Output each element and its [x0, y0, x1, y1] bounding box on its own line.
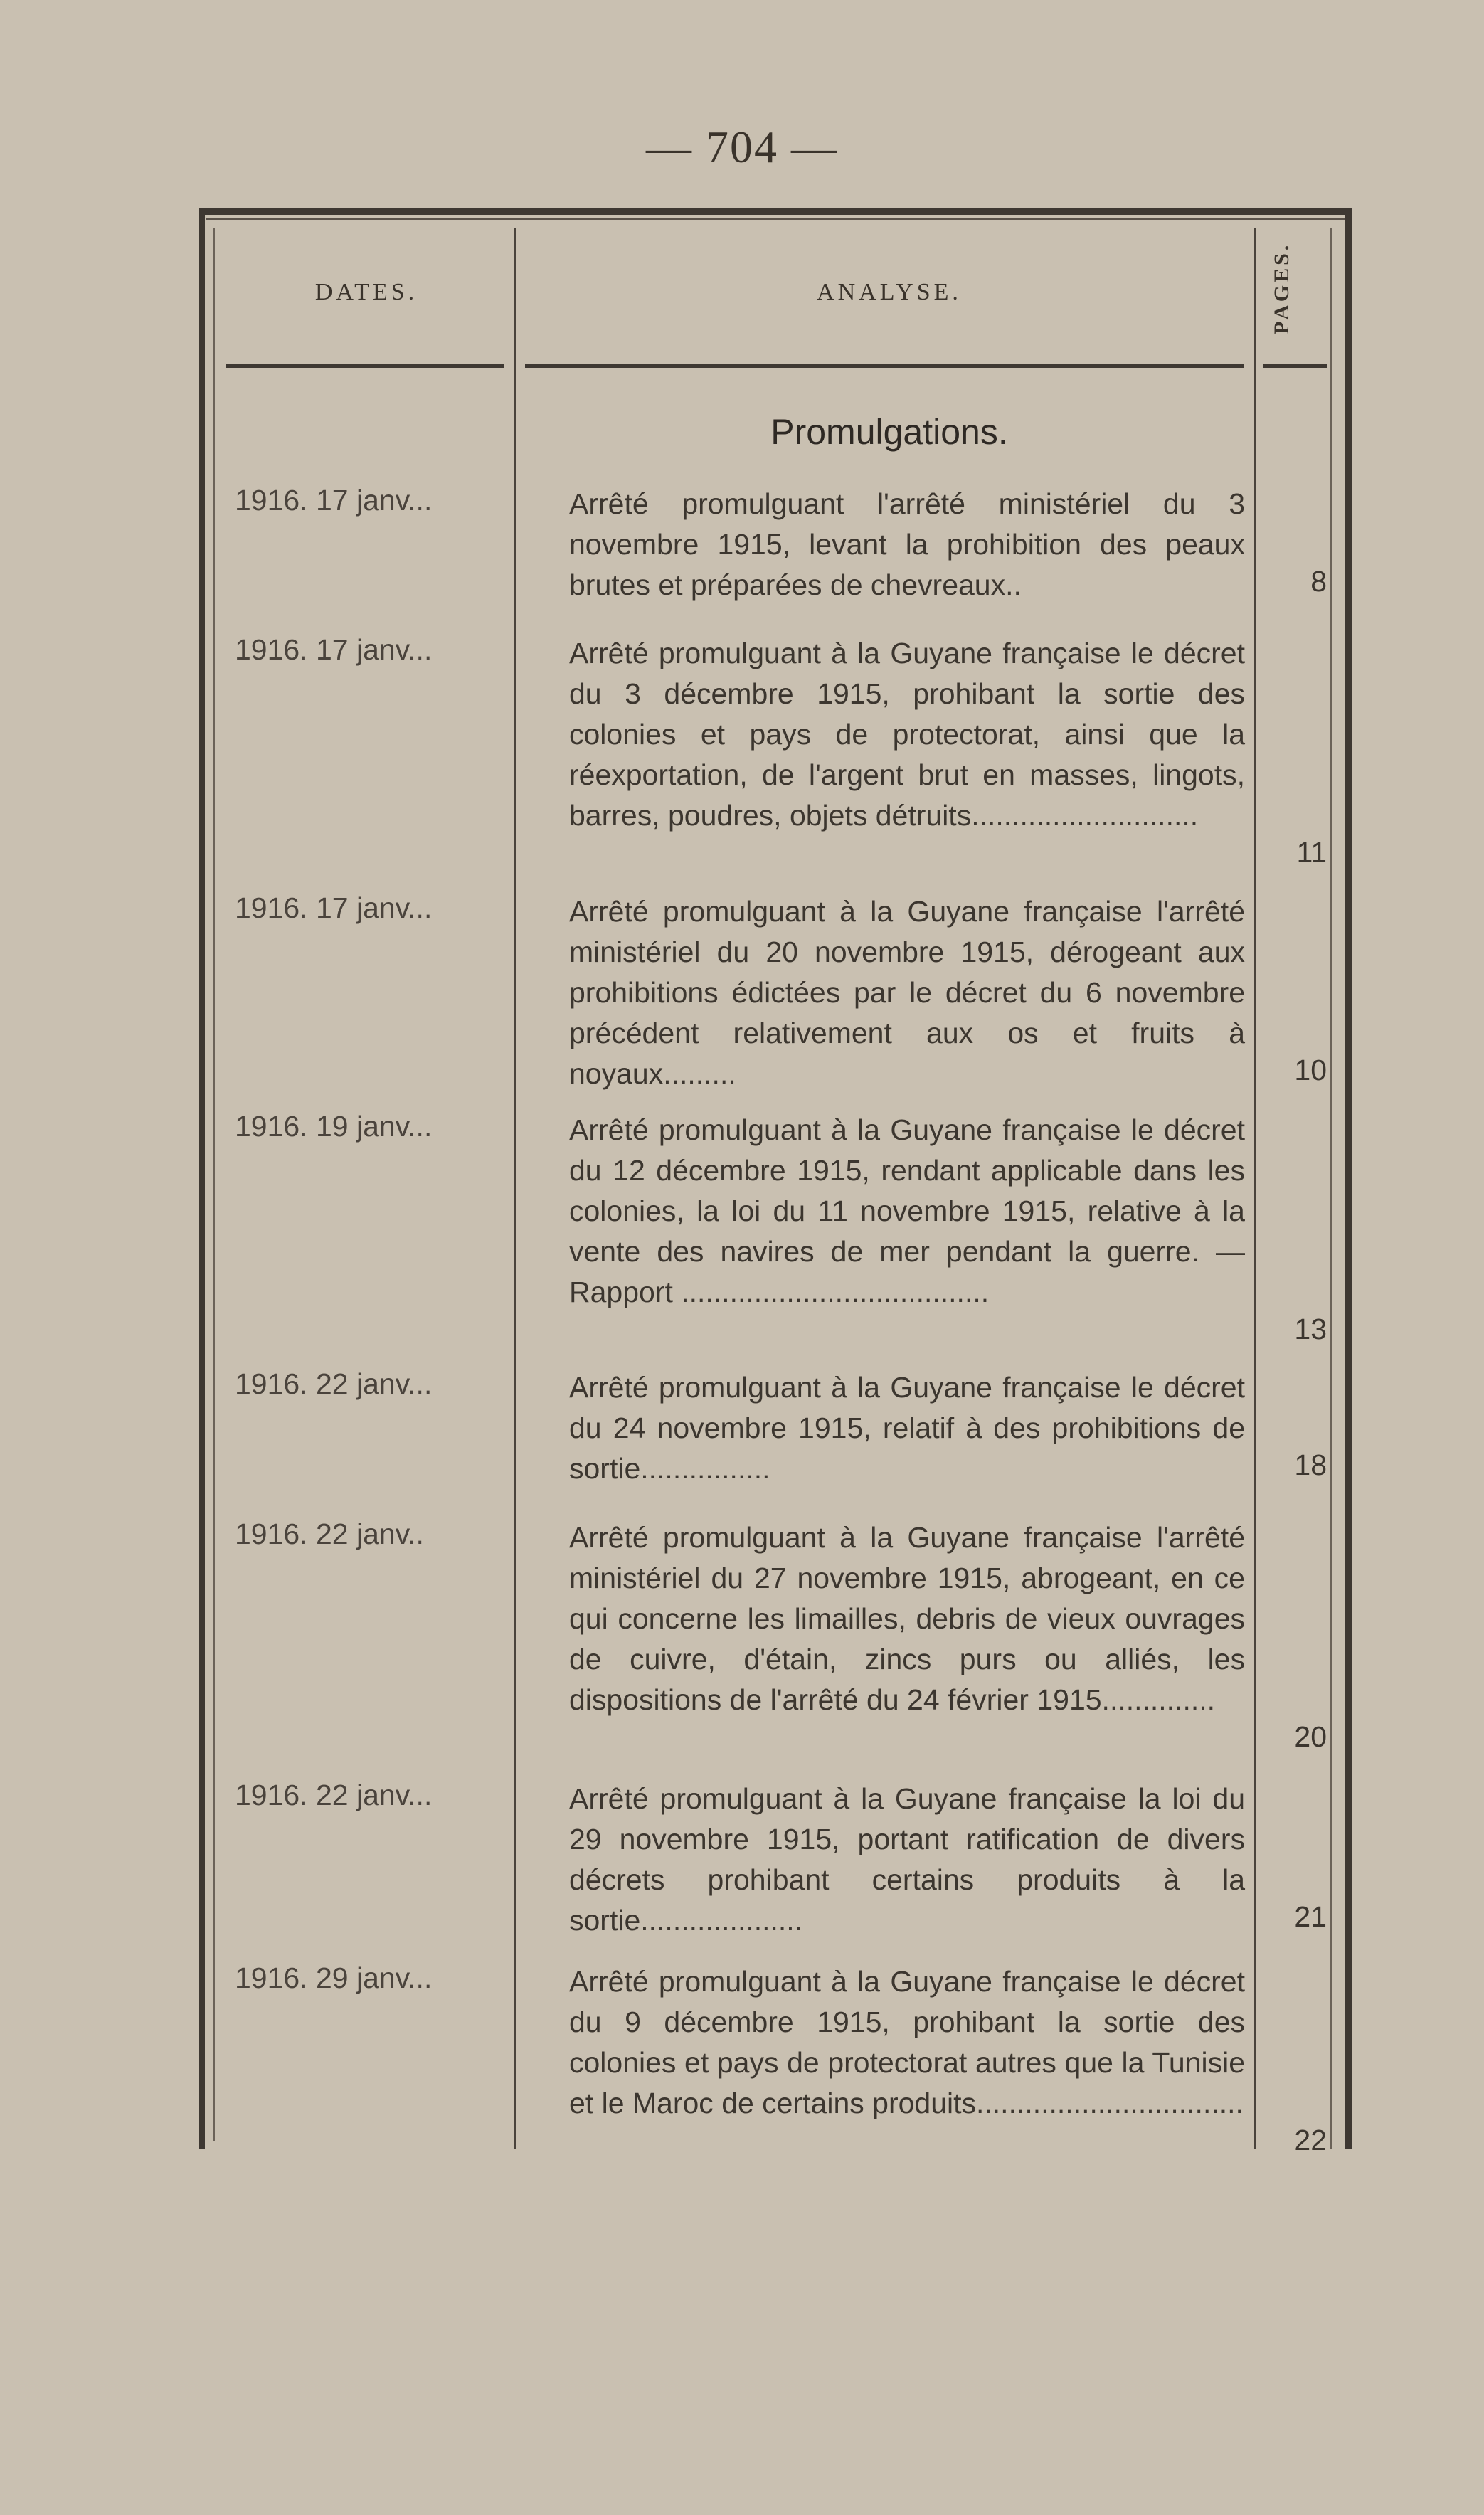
entry-text: Arrêté promulguant à la Guyane française le décret du 12 décembre 1915, rendant applicable dans les colonies, la loi du 11 novembre 1915, relative à la vente des navires de mer pendant la guerre. — Rapport ...................................... — [569, 1113, 1245, 1308]
column-divider-analyse — [1254, 228, 1256, 2149]
entry-date: 1916. 22 janv.. — [235, 1518, 424, 1550]
entry-date: 1916. 22 janv... — [235, 1779, 433, 1811]
table-left-border-inner — [213, 228, 215, 2141]
table-top-rule — [199, 208, 1352, 215]
table-left-border — [199, 213, 205, 2149]
entry-text: Arrêté promulguant à la Guyane française l'arrêté ministériel du 20 novembre 1915, dérogeant aux prohibitions édictées par le décret du 6 novembre précédent relativement aux os et fruits à noyaux......... — [569, 895, 1245, 1090]
page-number: — 704 — — [646, 122, 838, 172]
entry-text: Arrêté promulguant à la Guyane française la loi du 29 novembre 1915, portant ratification de divers décrets prohibant certains produits à la sortie.................... — [569, 1782, 1245, 1937]
header-rule-pages — [1263, 364, 1327, 368]
entry-text: Arrêté promulguant à la Guyane française le décret du 3 décembre 1915, prohibant la sortie des colonies et pays de protectorat, ainsi que la réexportation, de l'argent brut en masses, lingots, barres, poudres, objets détruits............................ — [569, 637, 1245, 832]
table-top-rule-thin — [206, 218, 1345, 220]
column-header-pages: PAGES. — [1270, 242, 1293, 334]
entry-page: 10 — [1294, 1054, 1327, 1086]
header-rule-dates — [226, 364, 504, 368]
entry-date: 1916. 17 janv... — [235, 633, 433, 666]
entry-page: 11 — [1296, 836, 1327, 869]
entry-text: Arrêté promulguant à la Guyane française le décret du 9 décembre 1915, prohibant la sortie des colonies et pays de protectorat autres que la Tunisie et le Maroc de certains produits................................. — [569, 1965, 1245, 2119]
entry-date: 1916. 19 janv... — [235, 1110, 433, 1143]
entry-page: 22 — [1294, 2124, 1327, 2156]
entry-date: 1916. 29 janv... — [235, 1961, 433, 1994]
entry-page: 13 — [1294, 1313, 1327, 1345]
entry-page: 18 — [1294, 1449, 1327, 1481]
entry-text: Arrêté promulguant l'arrêté ministériel du 3 novembre 1915, levant la prohibition des peaux brutes et préparées de chevreaux.. — [569, 487, 1245, 601]
entry-date: 1916. 17 janv... — [235, 484, 433, 517]
column-header-analyse: ANALYSE. — [817, 279, 962, 305]
entry-text: Arrêté promulguant à la Guyane française le décret du 24 novembre 1915, relatif à des prohibitions de sortie................ — [569, 1371, 1245, 1485]
column-divider-pages — [1330, 228, 1332, 2149]
column-header-dates: DATES. — [314, 279, 418, 305]
entry-page: 8 — [1310, 565, 1327, 598]
entry-date: 1916. 17 janv... — [235, 891, 433, 924]
entry-page: 20 — [1294, 1720, 1327, 1753]
entry-page: 21 — [1294, 1900, 1327, 1933]
entry-text: Arrêté promulguant à la Guyane française l'arrêté ministériel du 27 novembre 1915, abrogeant, en ce qui concerne les limailles, debris de vieux ouvrages de cuivre, d'étain, zincs purs ou alliés, les dispositions de l'arrêté du 24 février 1915.............. — [569, 1521, 1245, 1716]
section-title: Promulgations. — [770, 412, 1008, 452]
table-right-border — [1345, 213, 1352, 2149]
header-rule-analyse — [525, 364, 1244, 368]
entry-date: 1916. 22 janv... — [235, 1367, 433, 1400]
